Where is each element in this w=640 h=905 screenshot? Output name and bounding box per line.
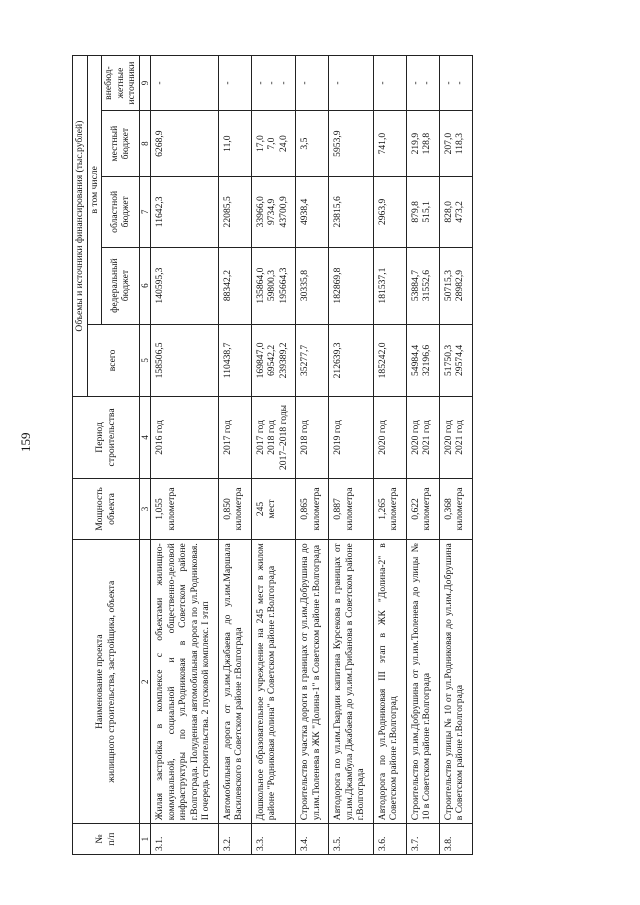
- period: 2017 год 2018 год 2017–2018 годы: [251, 397, 296, 478]
- header-total: всего: [87, 324, 139, 397]
- extrabudgetary: - -: [406, 56, 439, 111]
- table-row: [218, 56, 251, 855]
- regional-budget: 11642,3: [151, 177, 219, 247]
- row-number: 3.2.: [218, 824, 251, 855]
- header-regional: областной бюджет: [102, 177, 140, 247]
- local-budget: 11,0: [218, 111, 251, 177]
- project-name: Дошкольное образовательное учреждение на 245 мест в жилом районе "Родниковая долина" в Советском районе г.Волгограда: [251, 540, 296, 824]
- extrabudgetary: - - -: [251, 56, 296, 111]
- regional-budget: 33966,0 9734,9 43700,9: [251, 177, 296, 247]
- column-index: 6: [139, 247, 151, 324]
- extrabudgetary: -: [329, 56, 374, 111]
- federal-budget: 50715,3 28982,9: [439, 247, 472, 324]
- row-number: 3.5.: [329, 824, 374, 855]
- federal-budget: 30335,8: [296, 247, 329, 324]
- total: 51750,3 29574,4: [439, 324, 472, 397]
- period: 2016 год: [151, 397, 219, 478]
- capacity: 1,055 километра: [151, 478, 219, 540]
- header-capacity: Мощность объекта: [73, 478, 140, 540]
- row-number: 3.1.: [151, 824, 219, 855]
- capacity: 0,887 километра: [329, 478, 374, 540]
- total: 212639,3: [329, 324, 374, 397]
- row-number: 3.4.: [296, 824, 329, 855]
- capacity: 0,865 километра: [296, 478, 329, 540]
- period: 2017 год: [218, 397, 251, 478]
- header-extrabudgetary: внебюд- жетные источники: [102, 56, 140, 111]
- financing-table: [72, 55, 473, 855]
- total: 35277,7: [296, 324, 329, 397]
- row-number: 3.3.: [251, 824, 296, 855]
- project-name: Строительство ул.им.Добрушина от ул.им.Тюленева до улицы № 10 в Советском районе г.Волгограда: [406, 540, 439, 824]
- rotated-table-container: [72, 55, 637, 855]
- table-row: [329, 56, 374, 855]
- regional-budget: 23815,6: [329, 177, 374, 247]
- local-budget: 5953,9: [329, 111, 374, 177]
- table-row: [406, 56, 439, 855]
- header-federal: федеральный бюджет: [102, 247, 140, 324]
- capacity: 0,850 километра: [218, 478, 251, 540]
- regional-budget: 4938,4: [296, 177, 329, 247]
- row-number: 3.7.: [406, 824, 439, 855]
- local-budget: 207,0 118,3: [439, 111, 472, 177]
- period: 2020 год 2021 год: [406, 397, 439, 478]
- column-index: 2: [139, 540, 151, 824]
- federal-budget: 182869,8: [329, 247, 374, 324]
- table-row: [439, 56, 472, 855]
- header-period: Период строительства: [73, 397, 140, 478]
- table-row: [251, 56, 296, 855]
- federal-budget: 181537,1: [373, 247, 406, 324]
- header-project-name: Наименование проекта жилищного строительства, застройщика, объекта: [73, 540, 140, 824]
- extrabudgetary: -: [151, 56, 219, 111]
- period: 2020 год: [373, 397, 406, 478]
- regional-budget: 828,0 473,2: [439, 177, 472, 247]
- column-index: 1: [139, 824, 151, 855]
- capacity: 1,265 километра: [373, 478, 406, 540]
- extrabudgetary: - -: [439, 56, 472, 111]
- page-number: 159: [18, 432, 33, 452]
- table-row: [373, 56, 406, 855]
- period: 2019 год: [329, 397, 374, 478]
- regional-budget: 22085,5: [218, 177, 251, 247]
- column-index: 8: [139, 111, 151, 177]
- project-name: Строительство участка дороги в границах от ул.им.Добрушина до ул.им.Тюленева в ЖК "Долина-1" в Советском районе г.Волгограда: [296, 540, 329, 824]
- table-row: [151, 56, 219, 855]
- period: 2018 год: [296, 397, 329, 478]
- local-budget: 741,0: [373, 111, 406, 177]
- header-including: в том числе: [87, 56, 102, 325]
- federal-budget: 88342,2: [218, 247, 251, 324]
- extrabudgetary: -: [218, 56, 251, 111]
- table-row: [296, 56, 329, 855]
- row-number: 3.8.: [439, 824, 472, 855]
- federal-budget: 140595,3: [151, 247, 219, 324]
- local-budget: 219,9 128,8: [406, 111, 439, 177]
- project-name: Жилая застройка в комплексе с объектами жилищно-коммунальной, социальной и общественно-деловой инфраструктуры по ул.Родниковая в Советском районе г.Волгограда. Полуденная автомобильная дорога по ул.Родниковая. II очередь строительства. 2 пусковой комплекс. I этап: [151, 540, 219, 824]
- total: 54984,4 32196,6: [406, 324, 439, 397]
- local-budget: 17,0 7,0 24,0: [251, 111, 296, 177]
- column-index: 9: [139, 56, 151, 111]
- total: 169847,0 69542,2 239389,2: [251, 324, 296, 397]
- project-name: Строительство улицы № 10 от ул.Родниковая до ул.им.Добрушина в Советском районе г.Волгограда: [439, 540, 472, 824]
- total: 158506,5: [151, 324, 219, 397]
- project-name: Автомобильная дорога от ул.им.Джабаева до ул.им.Маршала Василевского в Советском районе г.Волгограда: [218, 540, 251, 824]
- federal-budget: 135864,0 59800,3 195664,3: [251, 247, 296, 324]
- total: 110438,7: [218, 324, 251, 397]
- project-name: Автодорога по ул.Родниковая III этап в ЖК "Долина-2" в Советском районе г.Волгоград: [373, 540, 406, 824]
- capacity: 0,368 километра: [439, 478, 472, 540]
- column-index: 7: [139, 177, 151, 247]
- column-index: 5: [139, 324, 151, 397]
- capacity: 245 мест: [251, 478, 296, 540]
- column-index: 3: [139, 478, 151, 540]
- extrabudgetary: -: [296, 56, 329, 111]
- capacity: 0,622 километра: [406, 478, 439, 540]
- period: 2020 год 2021 год: [439, 397, 472, 478]
- header-local: местный бюджет: [102, 111, 140, 177]
- extrabudgetary: -: [373, 56, 406, 111]
- federal-budget: 53884,7 31552,6: [406, 247, 439, 324]
- regional-budget: 879,8 515,1: [406, 177, 439, 247]
- regional-budget: 2963,9: [373, 177, 406, 247]
- total: 185242,0: [373, 324, 406, 397]
- project-name: Автодорога по ул.им.Гвардии капитана Курсекова в границах от ул.им.Джамбула Джабаева до ул.им.Грибанова в Советском районе г.Волгограда: [329, 540, 374, 824]
- row-number: 3.6.: [373, 824, 406, 855]
- column-index: 4: [139, 397, 151, 478]
- local-budget: 6268,9: [151, 111, 219, 177]
- header-financing: Объемы и источники финансирования (тыс.рублей): [73, 56, 88, 397]
- local-budget: 3,5: [296, 111, 329, 177]
- header-num: № п/п: [73, 824, 140, 855]
